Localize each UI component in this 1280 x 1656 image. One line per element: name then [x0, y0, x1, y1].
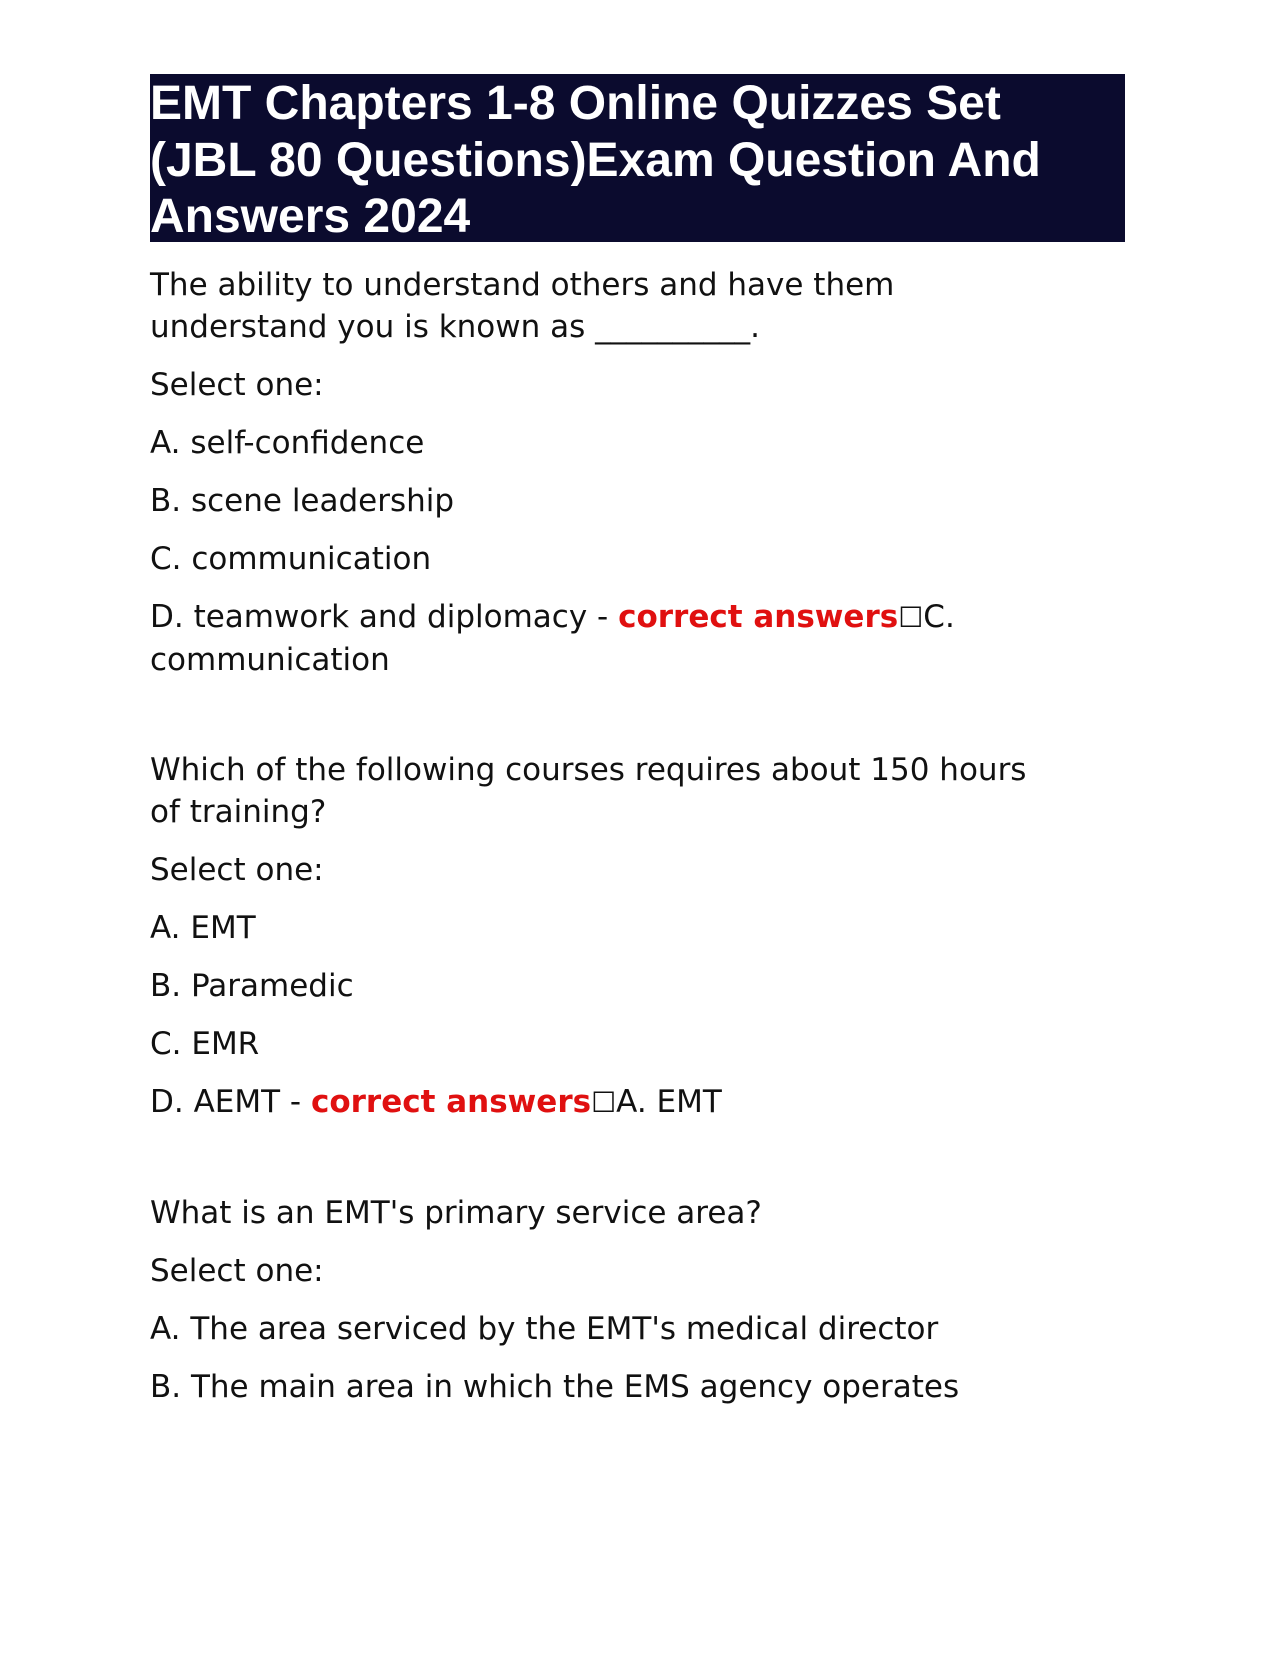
- answer-option-with-key: [150, 1081, 1125, 1124]
- select-one-label: Select one:: [150, 1253, 324, 1289]
- box-glyph: ☐: [898, 601, 924, 634]
- title-line-2: (JBL 80 Questions)Exam Question And: [150, 133, 1041, 187]
- select-one-label: Select one:: [150, 852, 324, 888]
- correct-answer-text: A. EMT: [616, 1084, 722, 1120]
- answer-option: C. communication: [150, 541, 432, 577]
- correct-answers-label: correct answers: [618, 599, 899, 635]
- answer-option: B. scene leadership: [150, 483, 455, 519]
- answer-option: B. The main area in which the EMS agency operates: [150, 1369, 960, 1405]
- correct-answers-label: correct answers: [310, 1084, 592, 1120]
- answer-option-text: D. teamwork and diplomacy -: [150, 599, 619, 635]
- title-line-1: EMT Chapters 1-8 Online Quizzes Set: [150, 77, 1001, 130]
- question-prompt-line: What is an EMT's primary service area?: [150, 1195, 762, 1231]
- correct-answer-text: C.: [923, 599, 955, 635]
- question-block: [150, 749, 1125, 1124]
- document-title: [150, 74, 1125, 242]
- correct-answer-continuation: communication: [150, 642, 390, 678]
- question-prompt-line: Which of the following courses requires about 150 hours: [150, 752, 1027, 788]
- answer-option: A. EMT: [150, 910, 256, 946]
- question-prompt-line: The ability to understand others and have them: [150, 267, 895, 303]
- answer-option: B. Paramedic: [150, 968, 354, 1004]
- answer-option-text: D. AEMT -: [150, 1084, 311, 1120]
- question-prompt-line: understand you is known as __________.: [150, 309, 760, 345]
- question-prompt-line: of training?: [150, 794, 327, 830]
- answer-option: A. The area serviced by the EMT's medical director: [150, 1311, 939, 1347]
- title-line-3: Answers 2024: [150, 190, 471, 243]
- question-block: [150, 264, 1125, 681]
- question-block: [150, 1192, 1125, 1408]
- select-one-label: Select one:: [150, 367, 324, 403]
- document-page: [150, 74, 1125, 1408]
- answer-option: C. EMR: [150, 1026, 260, 1062]
- answer-option-with-key: [150, 596, 1125, 639]
- box-glyph: ☐: [591, 1086, 617, 1119]
- answer-option: A. self-confidence: [150, 425, 425, 461]
